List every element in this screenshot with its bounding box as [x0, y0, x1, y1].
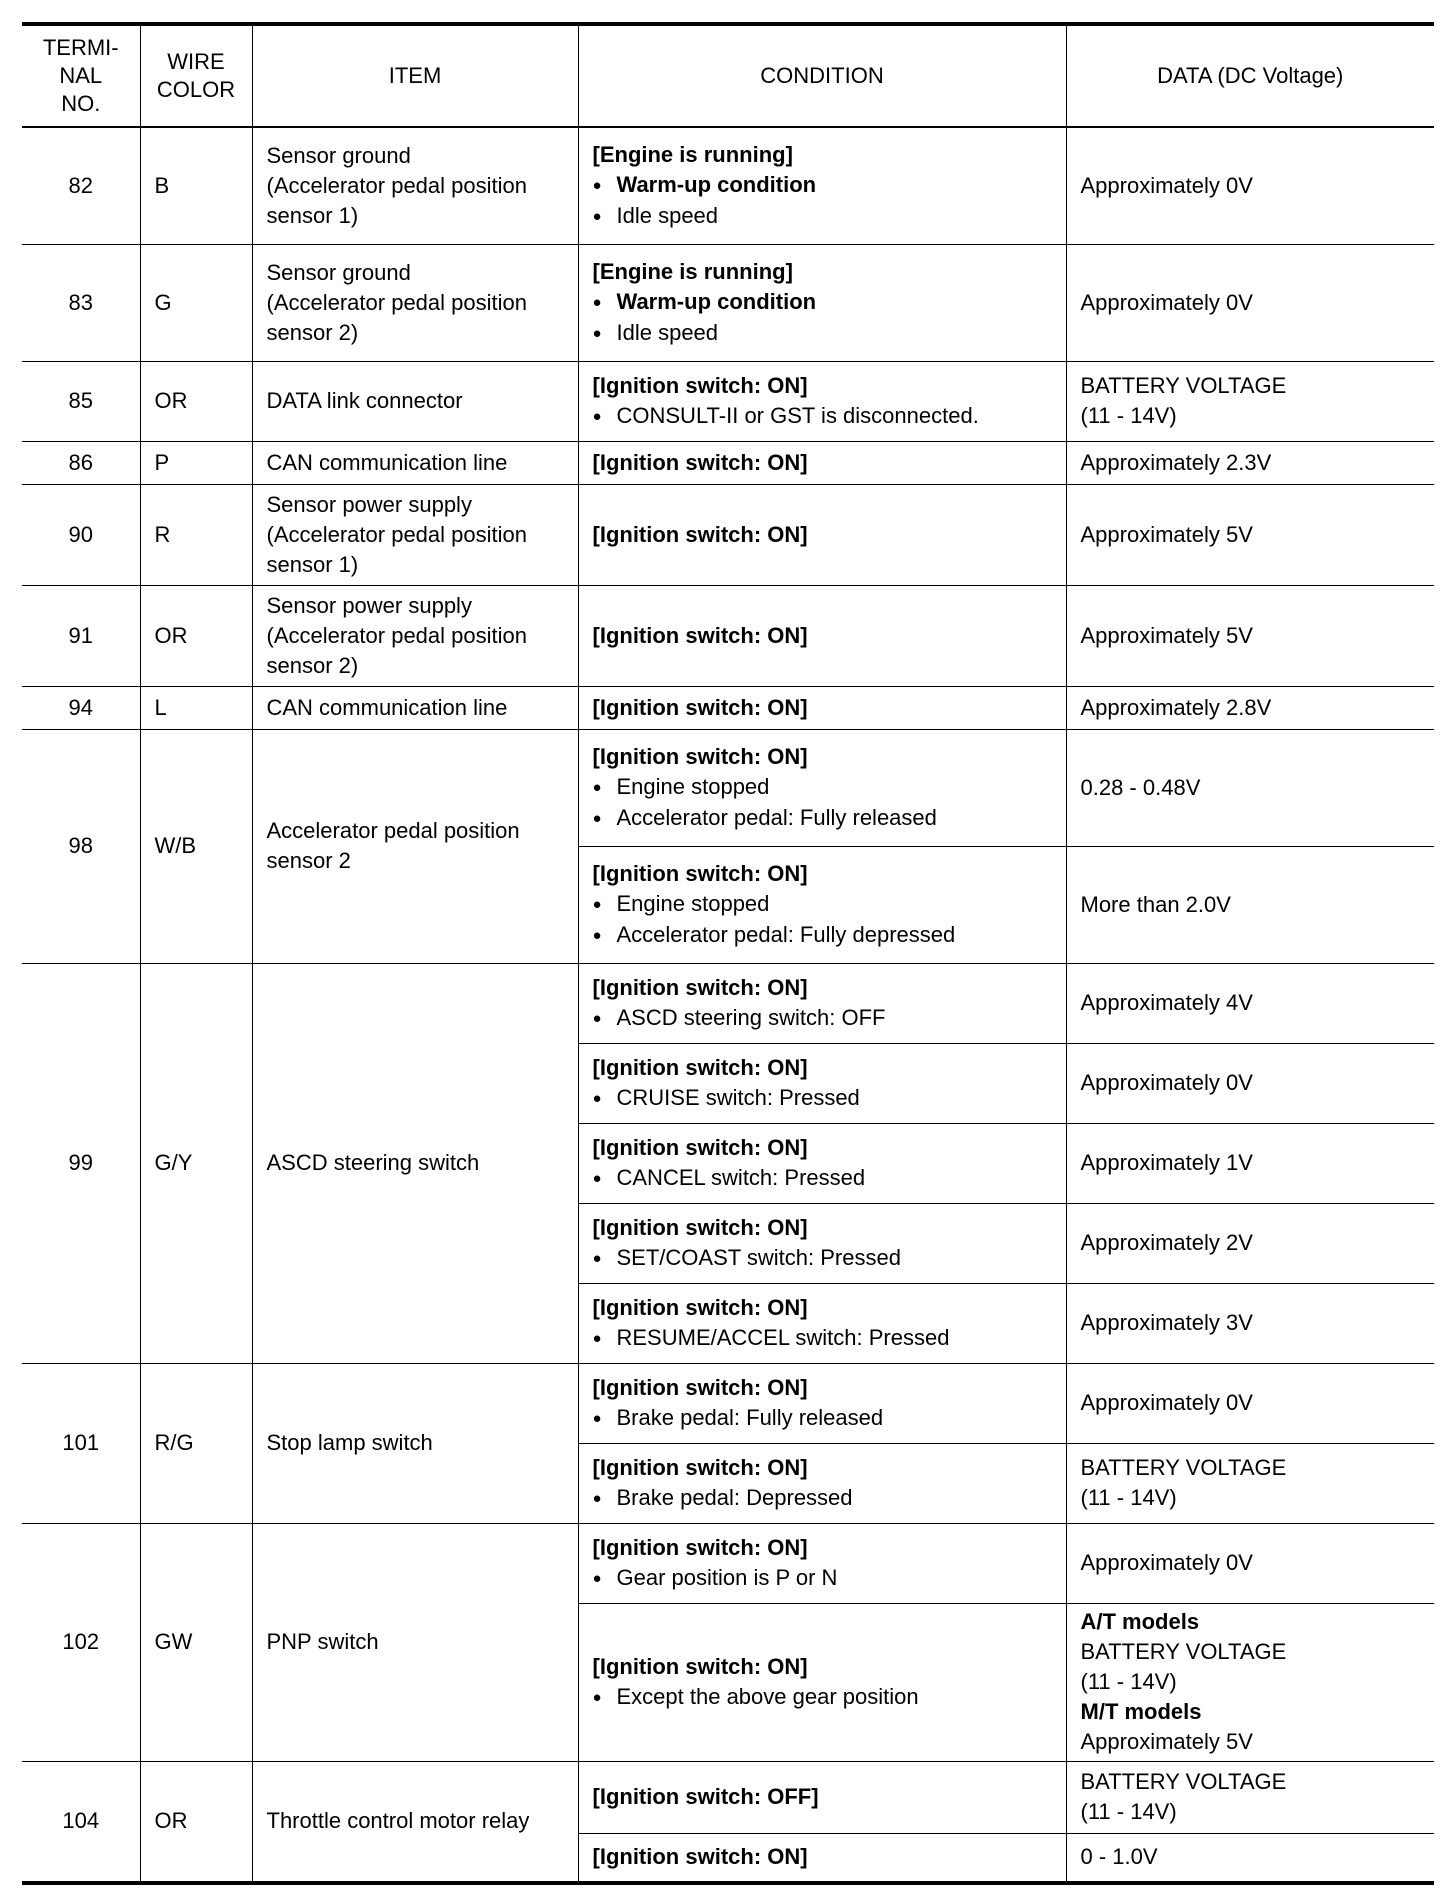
condition-heading: [Ignition switch: ON] [592, 449, 808, 475]
item-cell [252, 963, 578, 1363]
data-line: 0 - 1.0V [1080, 1844, 1158, 1870]
condition-cell [578, 1833, 1066, 1883]
wire-color-cell: G/Y [140, 963, 252, 1363]
wire-color-cell: GW [140, 1523, 252, 1761]
data-cell [1066, 1523, 1434, 1603]
condition-cell [578, 1761, 1066, 1833]
condition-heading: [Ignition switch: ON] [592, 1054, 808, 1080]
condition-heading: [Ignition switch: ON] [592, 622, 808, 648]
condition-cell [578, 1363, 1066, 1443]
item-line: sensor 1) [266, 551, 359, 577]
condition-bullet: ● Warm-up condition [593, 170, 1052, 201]
terminal-no-cell: 82 [22, 127, 140, 244]
terminal-no-cell: 90 [22, 484, 140, 585]
item-line: Sensor power supply [266, 592, 472, 618]
condition-heading: [Engine is running] [592, 141, 793, 167]
terminal-data-table [22, 22, 1434, 1885]
data-cell [1066, 963, 1434, 1043]
header-condition: CONDITION [578, 24, 1066, 127]
data-cell [1066, 1603, 1434, 1761]
condition-cell [578, 686, 1066, 729]
data-line: (11 - 14V) [1080, 1799, 1177, 1824]
data-line: (11 - 14V) [1080, 1669, 1177, 1694]
condition-heading: [Ignition switch: ON] [592, 860, 808, 886]
item-cell [252, 441, 578, 484]
condition-cell [578, 1123, 1066, 1203]
data-line: A/T models [1080, 1609, 1200, 1634]
condition-cell [578, 484, 1066, 585]
data-line: Approximately 0V [1080, 1390, 1253, 1415]
terminal-no-cell: 86 [22, 441, 140, 484]
terminal-no-cell: 83 [22, 244, 140, 361]
item-line: Throttle control motor relay [266, 1808, 530, 1834]
item-line: CAN communication line [266, 449, 508, 475]
data-line: BATTERY VOLTAGE [1080, 1769, 1287, 1794]
condition-heading: [Ignition switch: ON] [592, 1214, 808, 1240]
item-line: (Accelerator pedal position [266, 622, 527, 648]
data-cell [1066, 127, 1434, 244]
data-cell [1066, 1123, 1434, 1203]
condition-bullet: ● Warm-up condition [593, 287, 1052, 318]
condition-cell [578, 127, 1066, 244]
item-cell [252, 729, 578, 963]
item-line: (Accelerator pedal position [266, 172, 527, 198]
terminal-no-cell: 94 [22, 686, 140, 729]
terminal-no-cell: 104 [22, 1761, 140, 1883]
item-cell [252, 484, 578, 585]
data-cell [1066, 1443, 1434, 1523]
data-line: Approximately 5V [1080, 521, 1253, 547]
data-line: Approximately 0V [1080, 289, 1253, 315]
data-line: (11 - 14V) [1080, 1485, 1177, 1510]
wire-color-cell: OR [140, 585, 252, 686]
data-cell [1066, 846, 1434, 963]
data-line: BATTERY VOLTAGE [1080, 1455, 1287, 1480]
condition-bullet: ● Brake pedal: Fully released [593, 1403, 1052, 1434]
item-line: DATA link connector [266, 388, 463, 413]
table-row [22, 686, 1434, 729]
terminal-no-cell: 91 [22, 585, 140, 686]
table-row [22, 1363, 1434, 1443]
condition-heading: [Ignition switch: ON] [592, 974, 808, 1000]
item-cell [252, 1761, 578, 1883]
condition-bullet: ● Gear position is P or N [593, 1563, 1052, 1594]
condition-bullet: ● SET/COAST switch: Pressed [593, 1243, 1052, 1274]
data-cell [1066, 484, 1434, 585]
wire-color-cell: OR [140, 361, 252, 441]
data-line: Approximately 0V [1080, 1550, 1253, 1575]
condition-bullet: ● Engine stopped [593, 889, 1052, 920]
data-line: BATTERY VOLTAGE [1080, 373, 1287, 398]
condition-cell [578, 585, 1066, 686]
item-line: Stop lamp switch [266, 1430, 433, 1455]
data-line: Approximately 2.3V [1080, 449, 1272, 475]
item-line: ASCD steering switch [266, 1150, 480, 1175]
table-row [22, 1761, 1434, 1833]
condition-heading: [Ignition switch: ON] [592, 1653, 808, 1679]
terminal-no-cell: 101 [22, 1363, 140, 1523]
data-cell [1066, 1283, 1434, 1363]
data-cell [1066, 686, 1434, 729]
wire-color-cell: R [140, 484, 252, 585]
data-line: Approximately 2V [1080, 1230, 1253, 1255]
table-row [22, 484, 1434, 585]
item-line: (Accelerator pedal position [266, 289, 527, 315]
item-cell [252, 585, 578, 686]
item-cell [252, 686, 578, 729]
data-line: M/T models [1080, 1699, 1202, 1724]
wire-color-cell: W/B [140, 729, 252, 963]
table-row [22, 585, 1434, 686]
condition-cell [578, 1283, 1066, 1363]
condition-heading: [Ignition switch: ON] [592, 1374, 808, 1400]
condition-bullet: ● Engine stopped [593, 772, 1052, 803]
condition-bullet: ● Idle speed [593, 318, 1052, 349]
terminal-no-cell: 99 [22, 963, 140, 1363]
header-item: ITEM [252, 24, 578, 127]
item-cell [252, 1523, 578, 1761]
condition-bullet: ● Accelerator pedal: Fully depressed [593, 920, 1052, 951]
data-line: Approximately 0V [1080, 172, 1253, 198]
condition-bullet: ● RESUME/ACCEL switch: Pressed [593, 1323, 1052, 1354]
condition-heading: [Ignition switch: ON] [592, 1454, 808, 1480]
data-line: Approximately 5V [1080, 622, 1253, 648]
condition-cell [578, 1523, 1066, 1603]
data-cell [1066, 1761, 1434, 1833]
data-line: Approximately 3V [1080, 1310, 1253, 1335]
item-line: Accelerator pedal position [266, 818, 520, 843]
condition-cell [578, 244, 1066, 361]
table-row [22, 244, 1434, 361]
condition-heading: [Ignition switch: ON] [592, 743, 808, 769]
condition-cell [578, 441, 1066, 484]
wire-color-cell: L [140, 686, 252, 729]
condition-cell [578, 1043, 1066, 1123]
wire-color-cell: B [140, 127, 252, 244]
condition-cell [578, 1443, 1066, 1523]
condition-cell [578, 361, 1066, 441]
header-wire-color: WIRE COLOR [140, 24, 252, 127]
data-line: More than 2.0V [1080, 891, 1231, 917]
condition-bullet: ● CONSULT-II or GST is disconnected. [593, 401, 1052, 432]
condition-bullet: ● ASCD steering switch: OFF [593, 1003, 1052, 1034]
wire-color-cell: R/G [140, 1363, 252, 1523]
item-cell [252, 1363, 578, 1523]
item-line: Sensor power supply [266, 491, 472, 517]
condition-bullet: ● Accelerator pedal: Fully released [593, 803, 1052, 834]
data-line: Approximately 0V [1080, 1070, 1253, 1095]
data-line: Approximately 4V [1080, 990, 1253, 1015]
data-cell [1066, 244, 1434, 361]
data-line: (11 - 14V) [1080, 403, 1177, 428]
data-line: Approximately 1V [1080, 1150, 1253, 1175]
item-line: CAN communication line [266, 694, 508, 720]
data-cell [1066, 1043, 1434, 1123]
condition-heading: [Ignition switch: ON] [592, 1134, 808, 1160]
data-line: Approximately 2.8V [1080, 694, 1272, 720]
header-terminal: TERMI- NAL NO. [22, 24, 140, 127]
condition-heading: [Engine is running] [592, 258, 793, 284]
condition-heading: [Ignition switch: ON] [592, 1844, 808, 1870]
data-line: 0.28 - 0.48V [1080, 774, 1201, 800]
item-line: sensor 1) [266, 202, 359, 228]
condition-cell [578, 1603, 1066, 1761]
data-cell [1066, 729, 1434, 846]
wire-color-cell: P [140, 441, 252, 484]
data-cell [1066, 1203, 1434, 1283]
condition-cell [578, 963, 1066, 1043]
condition-cell [578, 846, 1066, 963]
wire-color-cell: G [140, 244, 252, 361]
terminal-no-cell: 98 [22, 729, 140, 963]
data-line: Approximately 5V [1080, 1729, 1253, 1754]
table-row [22, 729, 1434, 846]
table-row [22, 127, 1434, 244]
condition-cell [578, 1203, 1066, 1283]
condition-heading: [Ignition switch: ON] [592, 372, 808, 398]
condition-heading: [Ignition switch: ON] [592, 1534, 808, 1560]
item-line: (Accelerator pedal position [266, 521, 527, 547]
table-row [22, 361, 1434, 441]
table-row [22, 1523, 1434, 1603]
wire-color-cell: OR [140, 1761, 252, 1883]
item-line: Sensor ground [266, 142, 411, 168]
data-cell [1066, 585, 1434, 686]
condition-heading: [Ignition switch: ON] [592, 1294, 808, 1320]
item-cell [252, 361, 578, 441]
terminal-no-cell: 102 [22, 1523, 140, 1761]
item-line: PNP switch [266, 1629, 379, 1654]
condition-heading: [Ignition switch: OFF] [592, 1784, 819, 1809]
condition-heading: [Ignition switch: ON] [592, 694, 808, 720]
item-cell [252, 244, 578, 361]
condition-bullet: ● CANCEL switch: Pressed [593, 1163, 1052, 1194]
header-data: DATA (DC Voltage) [1066, 24, 1434, 127]
table-row [22, 963, 1434, 1043]
item-cell [252, 127, 578, 244]
table-row [22, 441, 1434, 484]
data-cell [1066, 1833, 1434, 1883]
condition-heading: [Ignition switch: ON] [592, 521, 808, 547]
item-line: Sensor ground [266, 259, 411, 285]
data-cell [1066, 441, 1434, 484]
data-cell [1066, 1363, 1434, 1443]
item-line: sensor 2 [266, 848, 351, 873]
header-row [22, 24, 1434, 127]
data-line: BATTERY VOLTAGE [1080, 1639, 1287, 1664]
data-cell [1066, 361, 1434, 441]
terminal-no-cell: 85 [22, 361, 140, 441]
condition-bullet: ● Except the above gear position [593, 1682, 1052, 1713]
item-line: sensor 2) [266, 652, 359, 678]
condition-bullet: ● Idle speed [593, 201, 1052, 232]
condition-bullet: ● Brake pedal: Depressed [593, 1483, 1052, 1514]
condition-cell [578, 729, 1066, 846]
condition-bullet: ● CRUISE switch: Pressed [593, 1083, 1052, 1114]
item-line: sensor 2) [266, 319, 359, 345]
